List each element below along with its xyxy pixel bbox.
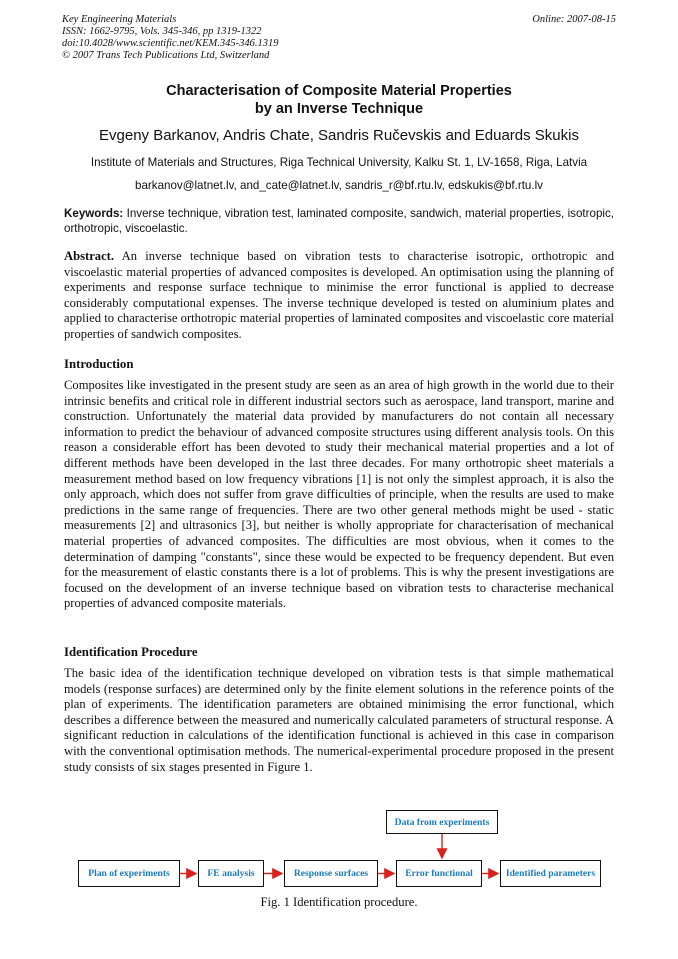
introduction-text: Composites like investigated in the present study are seen as an area of high growth in the world due to their intrinsic benefits and critical role in different industrial sectors such as aerospace, land transport, marine and construction. Unfortunately the material data provided by manufacturers do not contain all necessary information to predict the behaviour of advanced composite structures using different analysis tools. On this reason a considerable effort has been devoted to study their mechanical material properties and a lot of different methods have been developed in the last three decades. For many orthotropic sheet materials a measurement method based on low frequency vibrations [1] is not only the simplest approach, it is also the only approach, which does not suffer from grave difficulties of principle, when the results are used to make predictions in the same range of frequencies. There are two other general methods might be used - static measurements [2] and ultrasonics [3], but neither is wholly appropriate for characterisation of mechanical material properties of advanced composites. The difficulties are most obvious, when it comes to the determination of damping "constants", since these would be expected to be frequency dependent. But even for the measurement of elastic constants there is a lot of problems. This is why the present investigations are focused on the development of an inverse technique based on vibration tests to characterise mechanical properties of advanced composite materials.	[64, 378, 614, 611]
journal-copyright: © 2007 Trans Tech Publications Ltd, Switzerland	[62, 50, 270, 61]
paper-title-line2: by an Inverse Technique	[254, 101, 424, 117]
paper-affiliation: Institute of Materials and Structures, Riga Technical University, Kalku St. 1, LV-1658, Riga, Latvia	[90, 156, 588, 169]
journal-issn: ISSN: 1662-9795, Vols. 345-346, pp 1319-1322	[62, 26, 262, 37]
paper-title	[0, 82, 678, 118]
section-heading-identification: Identification Procedure	[64, 645, 198, 659]
journal-doi: doi:10.4028/www.scientific.net/KEM.345-346.1319	[62, 38, 279, 49]
online-date	[532, 14, 616, 26]
paper-emails: barkanov@latnet.lv, and_cate@latnet.lv, sandris_r@bf.rtu.lv, edskukis@bf.rtu.lv	[135, 179, 543, 192]
section-heading-introduction: Introduction	[64, 357, 134, 371]
box-response-surfaces: Response surfaces	[284, 860, 378, 887]
online-date-text: Online: 2007-08-15	[532, 14, 616, 25]
box-identified-parameters: Identified parameters	[500, 860, 601, 887]
abstract-label: Abstract.	[64, 249, 115, 263]
abstract-text: An inverse technique based on vibration tests to characterise isotropic, orthotropic and viscoelastic material properties of advanced composites is developed. An optimisation using the planning of experiments and response surface technique to minimise the error functional is applied to decrease considerably computational expenses. The inverse technique developed is tested on aluminium plates and applied to characterise orthotropic material properties of laminated composites and viscoelastic core material properties of sandwich composites.	[64, 249, 614, 341]
keywords-text: Inverse technique, vibration test, laminated composite, sandwich, material properties, isotropic, orthotropic, viscoelastic.	[64, 207, 614, 235]
figure-1-caption: Fig. 1 Identification procedure.	[260, 895, 418, 909]
box-fe-analysis: FE analysis	[198, 860, 264, 887]
box-data-from-experiments: Data from experiments	[386, 810, 498, 834]
abstract-block	[64, 249, 614, 343]
paper-authors: Evgeny Barkanov, Andris Chate, Sandris Ručevskis and Eduards Skukis	[99, 127, 579, 144]
identification-text: The basic idea of the identification technique developed on vibration tests is that simple mathematical models (response surfaces) are determined only by the finite element solutions in the reference points of the plan of experiments. The identification parameters are obtained minimising the error functional, which describes a difference between the measured and numerically calculated parameters of structural response. A significant reduction in calculations of the identification functional is achieved in this case in comparison with the conventional optimisation methods. The numerical-experimental procedure proposed in the present study consists of six stages presented in Figure 1.	[64, 666, 614, 774]
journal-header	[62, 14, 279, 62]
journal-name: Key Engineering Materials	[62, 14, 177, 25]
keywords-label: Keywords:	[64, 207, 124, 220]
keywords-block	[64, 206, 614, 236]
box-error-functional: Error functional	[396, 860, 482, 887]
box-plan-of-experiments: Plan of experiments	[78, 860, 180, 887]
paper-title-line1: Characterisation of Composite Material Properties	[166, 83, 512, 99]
